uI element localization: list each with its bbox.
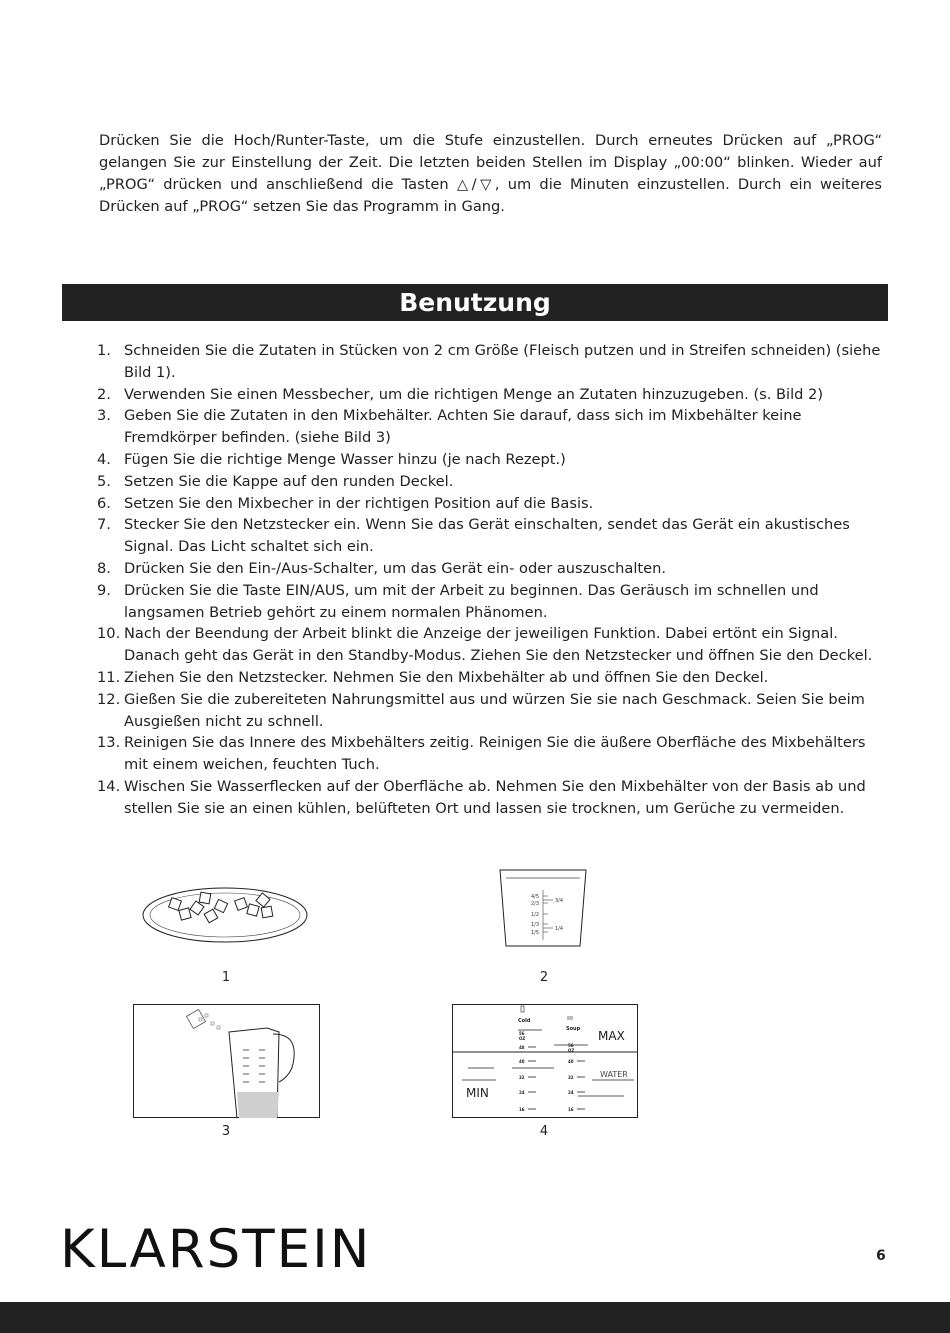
soup-label: Soup	[566, 1026, 581, 1032]
list-item: 1. Schneiden Sie die Zutaten in Stücken von 2 cm Größe (Fleisch putzen und in Streifen schneiden) (siehe Bild 1).	[97, 342, 881, 381]
list-item: 7. Stecker Sie den Netzstecker ein. Wenn Sie das Gerät einschalten, sendet das Gerät ein akustisches Signal. Das Licht schaltet sich ein.	[97, 516, 850, 556]
figure-1-caption: 1	[221, 970, 231, 985]
figure-2-measuring-cup	[498, 868, 588, 948]
svg-text:32: 32	[519, 1075, 525, 1080]
list-item: 8. Drücken Sie den Ein-/Aus-Schalter, um das Gerät ein- oder auszuschalten.	[97, 559, 667, 577]
figure-3-jug	[133, 1004, 320, 1118]
cup-mark: 1/2	[531, 912, 540, 918]
cup-mark: 4/5	[531, 894, 540, 900]
svg-text:OZ: OZ	[519, 1036, 526, 1041]
brand-logo: KLARSTEIN	[60, 1219, 372, 1280]
max-label: MAX	[598, 1029, 625, 1043]
min-label: MIN	[466, 1086, 489, 1100]
figure-3-caption: 3	[221, 1124, 231, 1139]
cup-mark: 1/4	[555, 926, 564, 932]
list-item: 4. Fügen Sie die richtige Menge Wasser hinzu (je nach Rezept.)	[97, 450, 566, 468]
svg-text:16: 16	[519, 1107, 525, 1112]
list-item: 14. Wischen Sie Wasserflecken auf der Oberfläche ab. Nehmen Sie den Mixbehälter von der Basis ab und stellen Sie sie an einen kühlen, belüfteten Ort und lassen sie trocknen, um Gerüche zu vermeiden.	[97, 777, 866, 817]
svg-text:32: 32	[568, 1075, 574, 1080]
steps-list	[97, 340, 883, 820]
list-item: 3. Geben Sie die Zutaten in den Mixbehälter. Achten Sie darauf, dass sich im Mixbehälter keine Fremdkörper befinden. (siehe Bild 3)	[97, 407, 802, 447]
figure-4-scale	[452, 1004, 638, 1118]
figure-1-plate	[140, 885, 310, 945]
svg-text:OZ: OZ	[568, 1048, 575, 1053]
list-item: 6. Setzen Sie den Mixbecher in der richtigen Position auf die Basis.	[97, 494, 594, 512]
list-item: 5. Setzen Sie die Kappe auf den runden Deckel.	[97, 472, 454, 490]
cup-mark: 1/3	[531, 922, 540, 928]
section-title: Benutzung	[62, 284, 888, 321]
figure-2-caption: 2	[539, 970, 549, 985]
svg-text:56: 56	[568, 1043, 574, 1048]
list-item: 9. Drücken Sie die Taste EIN/AUS, um mit der Arbeit zu beginnen. Das Geräusch im schnellen und langsamen Betrieb gehört zu einem normalen Phänomen.	[97, 581, 819, 621]
cup-mark: 2/3	[531, 901, 540, 907]
cup-mark: 3/4	[555, 898, 564, 904]
footer-bar	[0, 1302, 950, 1333]
list-item: 12. Gießen Sie die zubereiteten Nahrungsmittel aus und würzen Sie sie nach Geschmack. Seien Sie beim Ausgießen nicht zu schnell.	[97, 690, 865, 730]
page-number: 6	[876, 1248, 886, 1264]
svg-text:48: 48	[519, 1045, 525, 1050]
list-item: 10. Nach der Beendung der Arbeit blinkt die Anzeige der jeweiligen Funktion. Dabei ertönt ein Signal. Danach geht das Gerät in den Standby-Modus. Ziehen Sie den Netzstecker und öffnen Sie den Deckel.	[97, 625, 873, 665]
cold-label: Cold	[518, 1018, 531, 1024]
svg-text:24: 24	[519, 1090, 525, 1095]
intro-paragraph: Drücken Sie die Hoch/Runter-Taste, um die Stufe einzustellen. Durch erneutes Drücken auf „PROG“ gelangen Sie zur Einstellung der Zeit. Die letzten beiden Stellen im Display „00:00“ blinken. Wieder auf „PROG“ drücken und anschließend die Tasten △/▽, um die Minuten einzustellen. Durch ein weiteres Drücken auf „PROG“ setzen Sie das Programm in Gang.	[99, 132, 882, 215]
svg-text:40: 40	[568, 1059, 574, 1064]
list-item: 2. Verwenden Sie einen Messbecher, um die richtigen Menge an Zutaten hinzuzugeben. (s. Bild 2)	[97, 385, 824, 403]
cup-mark: 1/5	[531, 930, 540, 936]
svg-text:40: 40	[519, 1059, 525, 1064]
list-item: 11. Ziehen Sie den Netzstecker. Nehmen Sie den Mixbehälter ab und öffnen Sie den Deckel.	[97, 668, 769, 686]
svg-text:16: 16	[568, 1107, 574, 1112]
svg-text:56: 56	[519, 1031, 525, 1036]
list-item: 13. Reinigen Sie das Innere des Mixbehälters zeitig. Reinigen Sie die äußere Oberfläche des Mixbehälters mit einem weichen, feuchten Tuch.	[97, 734, 866, 774]
svg-text:24: 24	[568, 1090, 574, 1095]
water-label: WATER	[600, 1070, 628, 1079]
figure-4-caption: 4	[539, 1124, 549, 1139]
